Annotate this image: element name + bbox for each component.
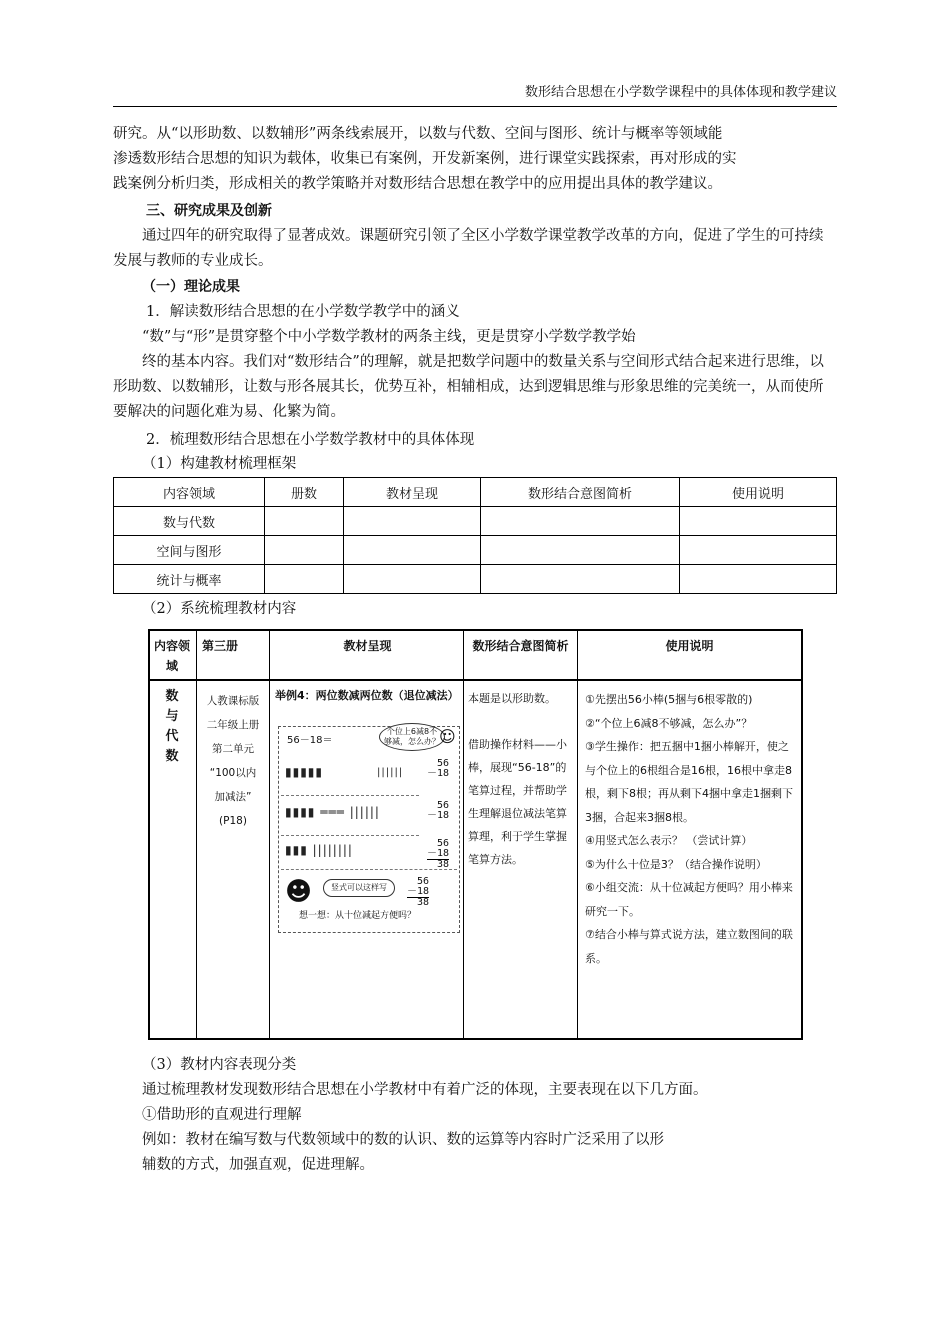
table-row [114, 507, 837, 536]
intro-line-1: 研究。从“以形助数、以数辅形”两条线索展开，以数与代数、空间与图形、统计与概率等领域能 [113, 126, 723, 142]
speech-bubble-question: 个位上6减8不够减，怎么办？ [379, 723, 445, 751]
step2-title: （2）系统梳理教材内容 [142, 601, 297, 617]
remaining-sticks-icon: ▮▮▮ |||||||| [285, 843, 353, 857]
item1-first-line: “数”与“形”是贯穿整个中小学数学教材的两条主线，更是贯穿小学数学教学始 [142, 329, 636, 345]
page-header: 数形结合思想在小学数学课程中的具体体现和教学建议 [113, 82, 837, 107]
table-row [114, 536, 837, 565]
table-header-cell: 教材呈现 [344, 478, 481, 507]
intro-line-2: 渗透数形结合思想的知识为载体，收集已有案例，开发新案例，进行课堂实践探索，再对形成的实 [113, 151, 737, 167]
figure-domain-label: 数与代数 [165, 689, 179, 764]
figure-header-domain: 内容领域 [153, 639, 190, 673]
section3-title: 三、研究成果及创新 [146, 203, 272, 219]
table-header-cell: 册数 [265, 478, 344, 507]
textbook-illustration [278, 726, 460, 933]
table-row-label: 空间与图形 [114, 536, 265, 565]
item1-title: 1．解读数形结合思想的在小学数学教学中的涵义 [146, 304, 460, 320]
illustration-caption: 想一想：从十位减起方便吗？ [299, 911, 417, 921]
figure-volume-info: 人教课标版 二年级上册 第二单元 “100以内 加减法” (P18) [206, 695, 260, 827]
table-row-label: 统计与概率 [114, 565, 265, 594]
figure-header-intent: 数形结合意图简析 [472, 639, 569, 653]
point1-title: ①借助形的直观进行理解 [142, 1107, 302, 1123]
example-equation: 56－18＝ [287, 735, 333, 746]
step1-title: （1）构建教材梳理框架 [142, 456, 297, 472]
item1-paragraph: 终的基本内容。我们对“数形结合”的理解，就是把数学问题中的数量关系与空间形式结合起来进行思维，以形助数、以数辅形，让数与形各展其长，优势互补，相辅相成，达到逻辑思维与形象思维的完美统一，从而使所要解决的问题化难为易、化繁为简。 [113, 354, 824, 420]
child-figure-icon: ☺ [439, 727, 456, 746]
table-header-cell: 内容领域 [114, 478, 265, 507]
calc-step-1: 56 －18 [427, 758, 450, 779]
table-header-row [114, 478, 837, 507]
table-header-cell: 使用说明 [680, 478, 837, 507]
figure-header-usage: 使用说明 [665, 639, 714, 653]
table-row [114, 565, 837, 594]
step3-paragraph: 通过梳理教材发现数形结合思想在小学教材中有着广泛的体现，主要表现在以下几方面。 [142, 1082, 708, 1098]
figure-header-volume: 第三册 [202, 639, 239, 653]
item2-title: 2．梳理数形结合思想在小学数学教材中的具体体现 [146, 432, 475, 448]
framework-table [113, 477, 837, 594]
figure-example-title: 举例4：两位数减两位数（退位减法） [275, 689, 459, 702]
table-row-label: 数与代数 [114, 507, 265, 536]
calc-final: 56 －18 38 [407, 876, 430, 908]
loose-sticks-icon: |||||| [377, 767, 404, 778]
example-line-2: 辅数的方式，加强直观，促进理解。 [142, 1157, 374, 1173]
calc-step-3: 56 －18 38 [427, 838, 450, 870]
figure-intent-text: 本题是以形助数。 借助操作材料——小棒，展现“56-18”的笔算过程，并帮助学生理解退位减法笔算算理，利于学生掌握笔算方法。 [468, 692, 567, 866]
intro-line-3: 践案例分析归类，形成相关的教学策略并对数形结合思想在教学中的应用提出具体的教学建议。 [113, 176, 722, 192]
table-header-cell: 数形结合意图简析 [481, 478, 680, 507]
bundle-sticks-icon: ▮▮▮▮▮ [285, 765, 324, 779]
section3-paragraph: 通过四年的研究取得了显著成效。课题研究引领了全区小学数学课堂教学改革的方向，促进了学生的可持续发展与教师的专业成长。 [113, 228, 824, 269]
teacher-figure-icon: ☻ [285, 877, 313, 907]
figure-header-presentation: 教材呈现 [343, 639, 392, 653]
textbook-analysis-figure [148, 629, 803, 1040]
calc-step-2: 56 －18 [427, 800, 450, 821]
sub1-title: （一）理论成果 [142, 279, 240, 295]
bundle-sticks-unpacked-icon: ▮▮▮▮ ═══ |||||| [285, 805, 380, 819]
step3-title: （3）教材内容表现分类 [142, 1057, 297, 1073]
example-line-1: 例如：教材在编写数与代数领域中的数的认识、数的运算等内容时广泛采用了以形 [142, 1132, 664, 1148]
figure-usage-text: ①先摆出56小棒(5捆与6根零散的) ②“个位上6减8不够减，怎么办”？ ③学生操作：把五捆中1捆小棒解开，使之与个位上的6根组合是16根，16根中拿走8根，剩下8根；再从剩下4捆中拿走1捆剩下3捆，合起来3捆8根。 ④用竖式怎么表示？ （尝试计算） ⑤为什么十位是3？（结合操作说明） ⑥小组交流：从十位减起方便吗？用小棒来研究一下。 ⑦结合小棒与算式说方法，建立数图间的联系。 [585, 693, 793, 965]
speech-bubble-vertical: 竖式可以这样写 [323, 879, 395, 897]
